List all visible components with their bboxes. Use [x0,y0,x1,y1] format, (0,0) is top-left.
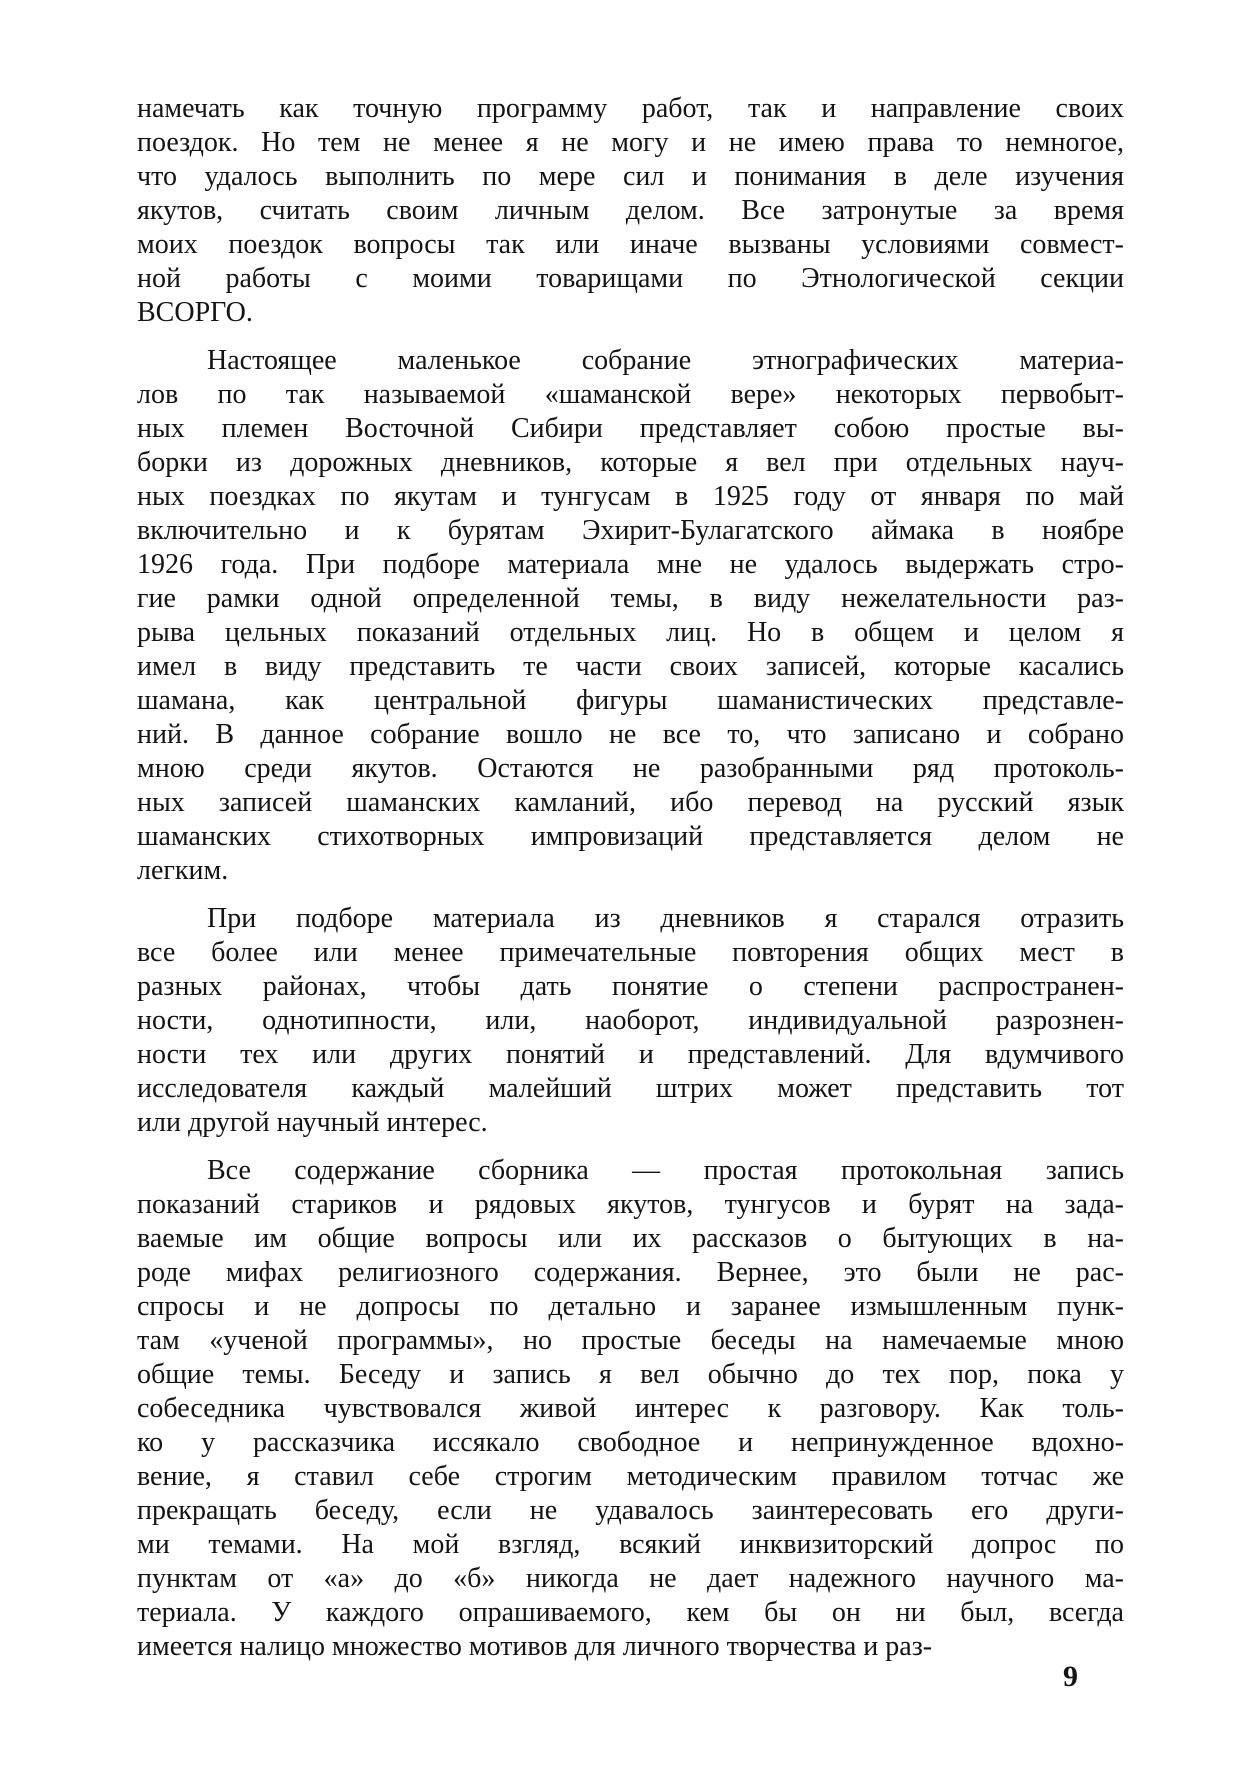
paragraph-gap [137,1140,1124,1154]
paragraph [137,92,1124,330]
text-line: Настоящее маленькое собрание этнографических материа- [207,345,1124,376]
text-line: ности тех или других понятий и представлений. Для вдумчивого [137,1039,1124,1070]
text-line: включительно и к бурятам Эхирит-Булагатского аймака в ноябре [137,515,1124,546]
text-line: имеется налицо множество мотивов для личного творчества и раз- [137,1631,933,1662]
text-line: якутов, считать своим личным делом. Все затронутые за время [137,195,1124,226]
text-line: легким. [137,855,229,886]
text-line: намечать как точную программу работ, так и направление своих [137,93,1124,124]
page-number: 9 [1063,1660,1078,1693]
paragraph [137,344,1124,888]
text-line: ной работы с моими товарищами по Этнологической секции [137,263,1124,294]
text-line: шаманских стихотворных импровизаций представляется делом не [137,821,1124,852]
text-line: мною среди якутов. Остаются не разобранными ряд протоколь- [137,753,1124,784]
text-line: поездок. Но тем не менее я не могу и не имею права то немногое, [137,127,1124,158]
text-line: спросы и не допросы по детально и заранее измышленным пунк- [137,1291,1124,1322]
text-line: гие рамки одной определенной темы, в виду нежелательности раз- [137,583,1124,614]
text-line: ми темами. На мой взгляд, всякий инквизиторский допрос по [137,1529,1124,1560]
text-line: пунктам от «а» до «б» никогда не дает надежного научного ма- [137,1563,1124,1594]
text-line: показаний стариков и рядовых якутов, тунгусов и бурят на зада- [137,1189,1124,1220]
text-line: разных районах, чтобы дать понятие о степени распространен- [137,971,1124,1002]
text-line: ных записей шаманских камланий, ибо перевод на русский язык [137,787,1124,818]
paragraph [137,1154,1124,1664]
text-line: При подборе материала из дневников я старался отразить [207,903,1124,934]
text-line: собеседника чувствовался живой интерес к разговору. Как толь- [137,1393,1124,1424]
text-line: рыва цельных показаний отдельных лиц. Но в общем и целом я [137,617,1124,648]
text-line: роде мифах религиозного содержания. Вернее, это были не рас- [137,1257,1124,1288]
text-line: что удалось выполнить по мере сил и понимания в деле изучения [137,161,1124,192]
text-line: или другой научный интерес. [137,1107,488,1138]
text-line: там «ученой программы», но простые беседы на намечаемые мною [137,1325,1124,1356]
text-line: териала. У каждого опрашиваемого, кем бы он ни был, всегда [137,1597,1124,1628]
text-line: прекращать беседу, если не удавалось заинтересовать его други- [137,1495,1124,1526]
text-line: исследователя каждый малейший штрих может представить тот [137,1073,1124,1104]
text-line: ний. В данное собрание вошло не все то, что записано и собрано [137,719,1124,750]
paragraph-gap [137,888,1124,902]
text-line: имел в виду представить те части своих записей, которые касались [137,651,1124,682]
paragraph [137,902,1124,1140]
text-line: ваемые им общие вопросы или их рассказов о бытующих в на- [137,1223,1124,1254]
text-line: общие темы. Беседу и запись я вел обычно до тех пор, пока у [137,1359,1124,1390]
text-line: Все содержание сборника — простая протокольная запись [207,1155,1124,1186]
text-line: ко у рассказчика иссякало свободное и непринужденное вдохно- [137,1427,1124,1458]
text-line: лов по так называемой «шаманской вере» некоторых первобыт- [137,379,1124,410]
text-line: ВСОРГО. [137,297,253,328]
text-line: все более или менее примечательные повторения общих мест в [137,937,1124,968]
text-line: ных поездках по якутам и тунгусам в 1925 году от января по май [137,481,1124,512]
text-line: 1926 года. При подборе материала мне не удалось выдержать стро- [137,549,1124,580]
text-line: моих поездок вопросы так или иначе вызваны условиями совмест- [137,229,1124,260]
paragraph-gap [137,330,1124,344]
body-text [137,92,1124,1664]
text-line: борки из дорожных дневников, которые я вел при отдельных науч- [137,447,1124,478]
text-line: вение, я ставил себе строгим методическим правилом тотчас же [137,1461,1124,1492]
text-line: шамана, как центральной фигуры шаманистических представле- [137,685,1124,716]
text-line: ных племен Восточной Сибири представляет собою простые вы- [137,413,1124,444]
text-line: ности, однотипности, или, наоборот, индивидуальной разрознен- [137,1005,1124,1036]
